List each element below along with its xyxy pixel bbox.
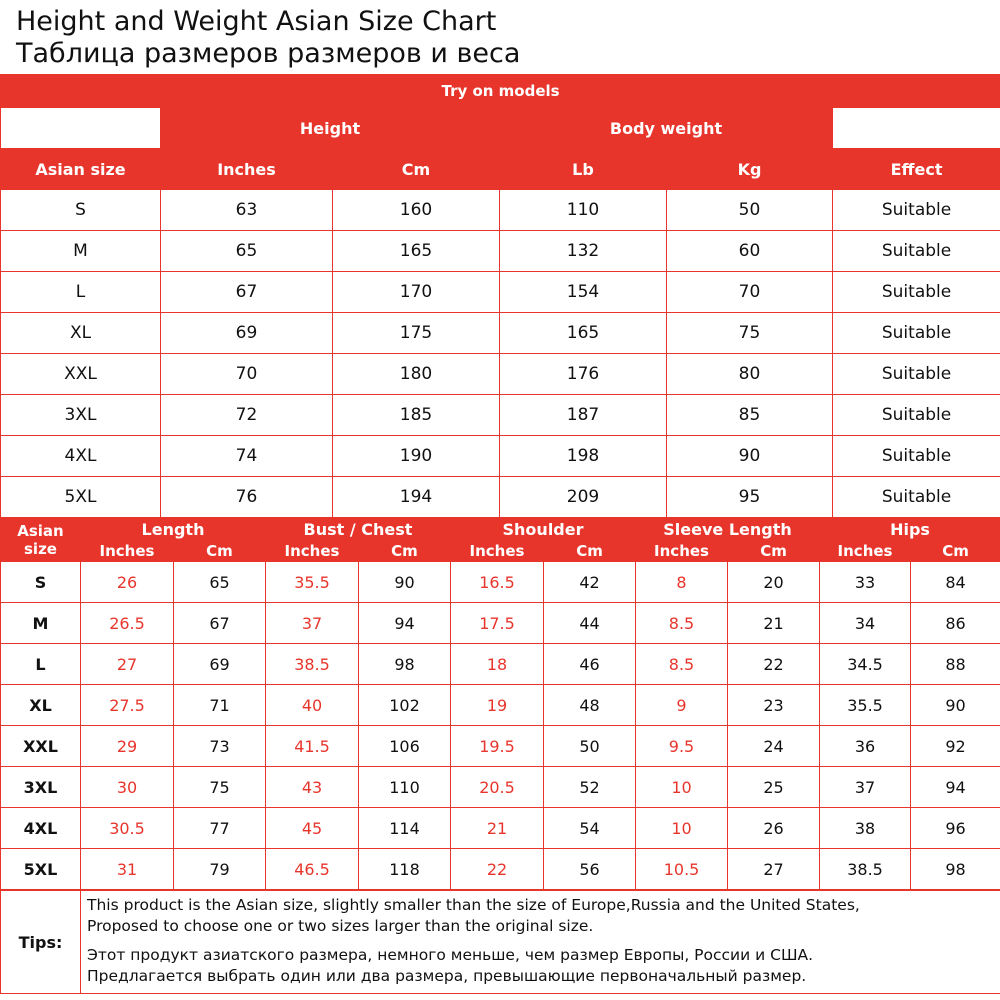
cell-height-inches: 70 (161, 354, 333, 395)
cell-weight-kg: 70 (667, 272, 833, 313)
cell-shoulder-inches: 20.5 (451, 767, 544, 808)
cell-bust-cm: 90 (359, 562, 451, 603)
group-header-length: Length (81, 519, 266, 541)
cell-height-cm: 185 (333, 395, 500, 436)
cell-bust-cm: 114 (359, 808, 451, 849)
cell-effect: Suitable (833, 436, 1000, 477)
cell-length-inches: 31 (81, 849, 174, 890)
cell-shoulder-cm: 56 (544, 849, 636, 890)
page-title-russian: Таблица размеров размеров и веса (16, 38, 521, 69)
cell-length-inches: 30.5 (81, 808, 174, 849)
cell-size: 5XL (1, 849, 81, 890)
group-header-bust-chest: Bust / Chest (266, 519, 451, 541)
cell-hips-inches: 34 (820, 603, 911, 644)
unit-header-length-inches: Inches (81, 541, 174, 562)
table-row (1, 603, 1000, 644)
page-title-english: Height and Weight Asian Size Chart (16, 6, 497, 37)
cell-sleeve-cm: 20 (728, 562, 820, 603)
cell-bust-inches: 38.5 (266, 644, 359, 685)
cell-bust-cm: 106 (359, 726, 451, 767)
cell-sleeve-cm: 27 (728, 849, 820, 890)
cell-sleeve-cm: 22 (728, 644, 820, 685)
cell-shoulder-cm: 44 (544, 603, 636, 644)
table-row (1, 272, 1000, 313)
table-row (1, 685, 1000, 726)
tips-section (0, 890, 1000, 994)
cell-height-inches: 76 (161, 477, 333, 518)
column-header-height-inches: Inches (161, 149, 333, 190)
cell-length-cm: 79 (174, 849, 266, 890)
cell-size: XL (1, 313, 161, 354)
cell-sleeve-inches: 10.5 (636, 849, 728, 890)
cell-sleeve-cm: 23 (728, 685, 820, 726)
group-header-row (1, 519, 1000, 541)
cell-hips-cm: 90 (911, 685, 1000, 726)
cell-sleeve-cm: 21 (728, 603, 820, 644)
table-row (1, 395, 1000, 436)
group-header-empty-right (833, 108, 1000, 149)
cell-size: M (1, 231, 161, 272)
cell-height-inches: 72 (161, 395, 333, 436)
cell-weight-kg: 60 (667, 231, 833, 272)
table-banner-row (1, 75, 1000, 108)
cell-size: L (1, 272, 161, 313)
cell-height-cm: 175 (333, 313, 500, 354)
column-header-row (1, 149, 1000, 190)
cell-size: XL (1, 685, 81, 726)
cell-hips-cm: 92 (911, 726, 1000, 767)
cell-hips-inches: 36 (820, 726, 911, 767)
cell-weight-kg: 50 (667, 190, 833, 231)
column-header-weight-lb: Lb (500, 149, 667, 190)
table-row (1, 313, 1000, 354)
cell-sleeve-cm: 25 (728, 767, 820, 808)
cell-shoulder-inches: 19.5 (451, 726, 544, 767)
cell-height-inches: 74 (161, 436, 333, 477)
unit-header-shoulder-cm: Cm (544, 541, 636, 562)
cell-shoulder-cm: 42 (544, 562, 636, 603)
cell-sleeve-inches: 8 (636, 562, 728, 603)
cell-bust-cm: 94 (359, 603, 451, 644)
cell-effect: Suitable (833, 272, 1000, 313)
banner-try-on-models: Try on models (1, 75, 1000, 108)
cell-length-cm: 67 (174, 603, 266, 644)
cell-height-cm: 170 (333, 272, 500, 313)
cell-length-inches: 27.5 (81, 685, 174, 726)
cell-height-cm: 190 (333, 436, 500, 477)
cell-length-cm: 71 (174, 685, 266, 726)
table-row (1, 190, 1000, 231)
cell-size: 3XL (1, 395, 161, 436)
cell-length-cm: 75 (174, 767, 266, 808)
cell-length-cm: 77 (174, 808, 266, 849)
tips-english-line-1: This product is the Asian size, slightly smaller than the size of Europe,Russia and the United States, (87, 896, 860, 914)
cell-weight-lb: 165 (500, 313, 667, 354)
column-header-weight-kg: Kg (667, 149, 833, 190)
cell-sleeve-inches: 9 (636, 685, 728, 726)
unit-header-sleeve-cm: Cm (728, 541, 820, 562)
cell-sleeve-inches: 8.5 (636, 644, 728, 685)
cell-size: M (1, 603, 81, 644)
cell-size: 5XL (1, 477, 161, 518)
cell-shoulder-inches: 22 (451, 849, 544, 890)
cell-bust-cm: 110 (359, 767, 451, 808)
cell-weight-lb: 209 (500, 477, 667, 518)
cell-length-inches: 30 (81, 767, 174, 808)
cell-height-cm: 194 (333, 477, 500, 518)
unit-header-bust-inches: Inches (266, 541, 359, 562)
group-header-asian-size: Asian size (1, 519, 81, 562)
cell-length-inches: 29 (81, 726, 174, 767)
cell-sleeve-inches: 9.5 (636, 726, 728, 767)
cell-length-cm: 73 (174, 726, 266, 767)
cell-length-cm: 65 (174, 562, 266, 603)
cell-hips-cm: 86 (911, 603, 1000, 644)
tips-russian-line-2: Предлагается выбрать один или два размера, превышающие первоначальный размер. (87, 967, 807, 985)
cell-hips-inches: 34.5 (820, 644, 911, 685)
cell-hips-inches: 33 (820, 562, 911, 603)
cell-hips-cm: 94 (911, 767, 1000, 808)
cell-shoulder-inches: 16.5 (451, 562, 544, 603)
tips-english-line-2: Proposed to choose one or two sizes larger than the original size. (87, 917, 594, 935)
cell-weight-kg: 75 (667, 313, 833, 354)
cell-sleeve-cm: 24 (728, 726, 820, 767)
cell-shoulder-inches: 19 (451, 685, 544, 726)
cell-length-inches: 26.5 (81, 603, 174, 644)
group-header-sleeve-length: Sleeve Length (636, 519, 820, 541)
cell-bust-inches: 41.5 (266, 726, 359, 767)
cell-bust-inches: 37 (266, 603, 359, 644)
cell-shoulder-cm: 50 (544, 726, 636, 767)
cell-hips-inches: 38 (820, 808, 911, 849)
cell-size: 4XL (1, 808, 81, 849)
table-row (1, 726, 1000, 767)
cell-hips-cm: 98 (911, 849, 1000, 890)
cell-height-cm: 165 (333, 231, 500, 272)
cell-size: XXL (1, 354, 161, 395)
cell-effect: Suitable (833, 354, 1000, 395)
table-row (1, 436, 1000, 477)
unit-header-row (1, 541, 1000, 562)
cell-bust-cm: 102 (359, 685, 451, 726)
cell-weight-kg: 80 (667, 354, 833, 395)
cell-bust-inches: 35.5 (266, 562, 359, 603)
cell-sleeve-inches: 10 (636, 767, 728, 808)
cell-height-inches: 67 (161, 272, 333, 313)
group-header-empty (1, 108, 161, 149)
column-header-asian-size: Asian size (1, 149, 161, 190)
unit-header-hips-inches: Inches (820, 541, 911, 562)
cell-shoulder-inches: 17.5 (451, 603, 544, 644)
cell-size: S (1, 562, 81, 603)
group-header-shoulder: Shoulder (451, 519, 636, 541)
cell-bust-inches: 43 (266, 767, 359, 808)
unit-header-hips-cm: Cm (911, 541, 1000, 562)
cell-height-cm: 180 (333, 354, 500, 395)
cell-shoulder-cm: 48 (544, 685, 636, 726)
table-row (1, 849, 1000, 890)
cell-hips-cm: 96 (911, 808, 1000, 849)
cell-size: 3XL (1, 767, 81, 808)
group-header-hips: Hips (820, 519, 1000, 541)
cell-bust-cm: 98 (359, 644, 451, 685)
cell-effect: Suitable (833, 231, 1000, 272)
cell-weight-lb: 198 (500, 436, 667, 477)
tips-row (1, 891, 1000, 994)
cell-size: L (1, 644, 81, 685)
cell-bust-inches: 45 (266, 808, 359, 849)
table-row (1, 231, 1000, 272)
cell-bust-inches: 40 (266, 685, 359, 726)
cell-effect: Suitable (833, 395, 1000, 436)
garment-measurements-table (0, 518, 1000, 890)
cell-sleeve-inches: 8.5 (636, 603, 728, 644)
group-header-height: Height (161, 108, 500, 149)
cell-effect: Suitable (833, 313, 1000, 354)
cell-weight-kg: 90 (667, 436, 833, 477)
cell-hips-inches: 37 (820, 767, 911, 808)
tips-label: Tips: (1, 891, 81, 994)
cell-effect: Suitable (833, 477, 1000, 518)
cell-weight-lb: 132 (500, 231, 667, 272)
unit-header-shoulder-inches: Inches (451, 541, 544, 562)
table-row (1, 354, 1000, 395)
cell-hips-cm: 84 (911, 562, 1000, 603)
cell-size: XXL (1, 726, 81, 767)
cell-hips-cm: 88 (911, 644, 1000, 685)
unit-header-bust-cm: Cm (359, 541, 451, 562)
cell-shoulder-cm: 46 (544, 644, 636, 685)
cell-effect: Suitable (833, 190, 1000, 231)
cell-weight-lb: 110 (500, 190, 667, 231)
table-row (1, 767, 1000, 808)
cell-hips-inches: 38.5 (820, 849, 911, 890)
cell-height-inches: 63 (161, 190, 333, 231)
column-header-height-cm: Cm (333, 149, 500, 190)
cell-height-inches: 65 (161, 231, 333, 272)
cell-size: 4XL (1, 436, 161, 477)
table-row (1, 562, 1000, 603)
cell-weight-lb: 187 (500, 395, 667, 436)
cell-shoulder-cm: 54 (544, 808, 636, 849)
cell-length-inches: 27 (81, 644, 174, 685)
cell-sleeve-inches: 10 (636, 808, 728, 849)
table-row (1, 477, 1000, 518)
cell-height-cm: 160 (333, 190, 500, 231)
unit-header-sleeve-inches: Inches (636, 541, 728, 562)
cell-weight-lb: 154 (500, 272, 667, 313)
cell-bust-cm: 118 (359, 849, 451, 890)
table-row (1, 644, 1000, 685)
cell-height-inches: 69 (161, 313, 333, 354)
cell-weight-lb: 176 (500, 354, 667, 395)
column-header-effect: Effect (833, 149, 1000, 190)
cell-bust-inches: 46.5 (266, 849, 359, 890)
cell-sleeve-cm: 26 (728, 808, 820, 849)
title-block (0, 0, 1000, 74)
tips-russian-line-1: Этот продукт азиатского размера, немного меньше, чем размер Европы, России и США. (87, 946, 814, 964)
cell-size: S (1, 190, 161, 231)
cell-length-cm: 69 (174, 644, 266, 685)
cell-length-inches: 26 (81, 562, 174, 603)
cell-shoulder-cm: 52 (544, 767, 636, 808)
group-header-row (1, 108, 1000, 149)
tips-text (81, 891, 1000, 994)
table-row (1, 808, 1000, 849)
tips-spacer (87, 937, 994, 945)
cell-hips-inches: 35.5 (820, 685, 911, 726)
unit-header-length-cm: Cm (174, 541, 266, 562)
cell-shoulder-inches: 21 (451, 808, 544, 849)
height-weight-table (0, 74, 1000, 518)
group-header-body-weight: Body weight (500, 108, 833, 149)
cell-shoulder-inches: 18 (451, 644, 544, 685)
cell-weight-kg: 85 (667, 395, 833, 436)
cell-weight-kg: 95 (667, 477, 833, 518)
